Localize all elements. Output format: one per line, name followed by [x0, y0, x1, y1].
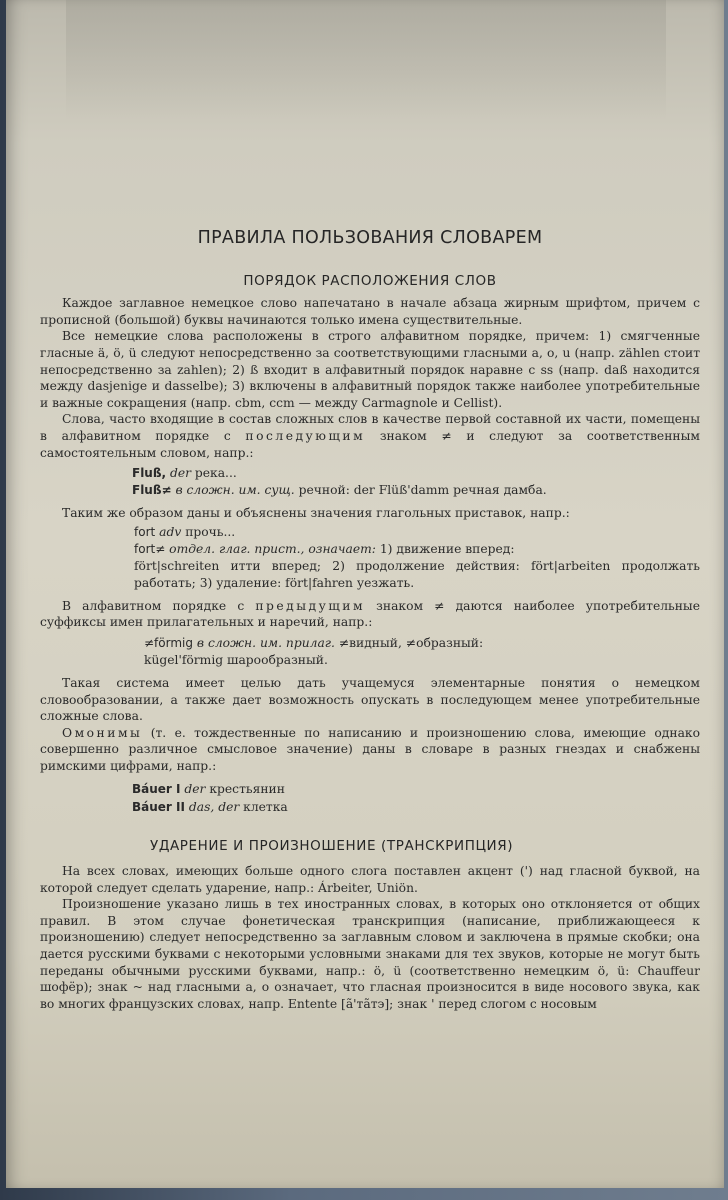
paragraph-system-purpose: Такая система имеет целью дать учащемуся элементарные понятия о немецком словообразовании, а также дает возможность опускать в последующем менее употребительные сложные слова.	[40, 675, 700, 724]
paragraph-compound-prefix	[40, 411, 700, 461]
example-block-fort	[134, 524, 700, 592]
grammar-label: adv	[155, 524, 182, 539]
example-line	[132, 798, 700, 816]
paragraph-homonyms	[40, 725, 700, 775]
text-fragment: (т. е. тождественные по написанию и произношению слова, имеющие однако совершенно различное смысловое значение) даны в словаре в разных гнездах и снабжены римскими цифрами, напр.:	[40, 725, 700, 773]
spaced-word: Омонимы	[62, 725, 143, 740]
translation: ≠видный, ≠образный:	[334, 635, 484, 650]
book-page	[6, 0, 724, 1188]
headword: Báuer II	[132, 800, 185, 815]
example-line-wrapped: fört|schreiten итти вперед; 2) продолжение действия: fört|arbeiten продолжать работать; 3) удаление: fört|fahren уезжать.	[134, 558, 700, 590]
page-title: ПРАВИЛА ПОЛЬЗОВАНИЯ СЛОВАРЕМ	[197, 228, 543, 248]
paragraph-headwords: Каждое заглавное немецкое слово напечатано в начале абзаца жирным шрифтом, причем с прописной (большой) буквы начинаются только имена существительные.	[40, 296, 700, 327]
text-fragment: знаком ≠ и следуют за соответственным самостоятельным словом, напр.:	[40, 428, 700, 460]
text-fragment: В алфавитном порядке с	[62, 598, 245, 613]
translation: речной: der Flüß'damm речная дамба.	[294, 483, 547, 498]
page-content	[40, 230, 700, 1012]
grammar-label: das, der	[184, 800, 240, 815]
example-line	[132, 780, 700, 798]
headword: Fluß≠	[132, 483, 172, 498]
example-block-foermig	[144, 635, 700, 669]
example-line	[134, 541, 700, 558]
example-block-bauer	[132, 780, 700, 816]
paragraph-alphabetical-order: Все немецкие слова расположены в строго алфавитном порядке, причем: 1) смягченные гласные ä, ö, ü следуют непосредственно за соответствующими гласными a, o, u (напр. zählen стоит непосредственно за zahlen); 2) ß входит в алфавитный порядок наравне с ss (напр. daß находится между dasjenige и dasselbe); 3) включены в алфавитный порядок также наиболее употребительные и важные сокращения (напр. cbm, ccm — между Carmagnole и Cellist).	[40, 329, 700, 410]
example-line	[132, 482, 700, 499]
example-block-fluss	[132, 465, 700, 499]
translation: клетка	[239, 800, 288, 815]
section-heading-stress-pronunciation: УДАРЕНИЕ И ПРОИЗНОШЕНИЕ (ТРАНСКРИПЦИЯ)	[150, 838, 514, 855]
spaced-word: предыдущим	[255, 598, 366, 613]
paragraph-verb-prefixes: Таким же образом даны и объяснены значения глагольных приставок, напр.:	[62, 506, 570, 521]
text-fragment: Слова, часто входящие в состав сложных слов в качестве первой составной их части, помещены в алфавитном порядке с	[40, 412, 700, 443]
text-fragment: знаком ≠ даются наиболее употребительные суффиксы имен прилагательных и наречий, напр.:	[40, 598, 700, 630]
headword: Fluß,	[132, 466, 167, 481]
translation: прочь...	[181, 524, 236, 539]
example-line	[132, 465, 700, 482]
translation: крестьянин	[205, 782, 285, 797]
example-line	[134, 524, 700, 541]
paragraph-suffixes	[40, 598, 700, 631]
section-heading-word-order: ПОРЯДОК РАСПОЛОЖЕНИЯ СЛОВ	[243, 272, 497, 289]
example-line: kügel'förmig шарообразный.	[144, 652, 328, 667]
headword: ≠förmig	[144, 635, 193, 650]
page-top-shadow	[66, 0, 666, 120]
headword: fort≠	[134, 541, 166, 556]
spaced-word: последующим	[245, 428, 366, 443]
grammar-label: der	[180, 782, 206, 797]
headword: fort	[134, 524, 156, 539]
headword: Báuer I	[132, 782, 181, 797]
grammar-label: отдел. глаг. прист., означает:	[165, 541, 376, 556]
translation: 1) движение вперед:	[375, 541, 515, 556]
grammar-label: в сложн. им. сущ.	[171, 483, 295, 498]
paragraph-stress: На всех словах, имеющих больше одного слога поставлен акцент (') над гласной буквой, на которой следует сделать ударение, напр.: Árbeiter, Uniön.	[40, 864, 700, 895]
paragraph-pronunciation: Произношение указано лишь в тех иностранных словах, в которых оно отклоняется от общих правил. В этом случае фонетическая транскрипция (написание, приближающееся к произношению) следует непосредственно за заглавным словом и заключена в прямые скобки; она дается русскими буквами с некоторыми условными знаками для тех звуков, которые не могут быть переданы обычными русскими буквами, напр.: ö, ü (соответственно немецким ö, ü: Chauffeur шофёр); знак ~ над гласными а, о означает, что гласная произносится в виде носового звука, как во многих французских словах, напр. Entente [ã'тãтэ]; знак ' перед слогом с носовым	[40, 897, 700, 1011]
grammar-label: der	[166, 466, 191, 481]
example-line	[144, 635, 700, 652]
translation: река...	[190, 466, 237, 481]
grammar-label: в сложн. им. прилаг.	[192, 635, 335, 650]
